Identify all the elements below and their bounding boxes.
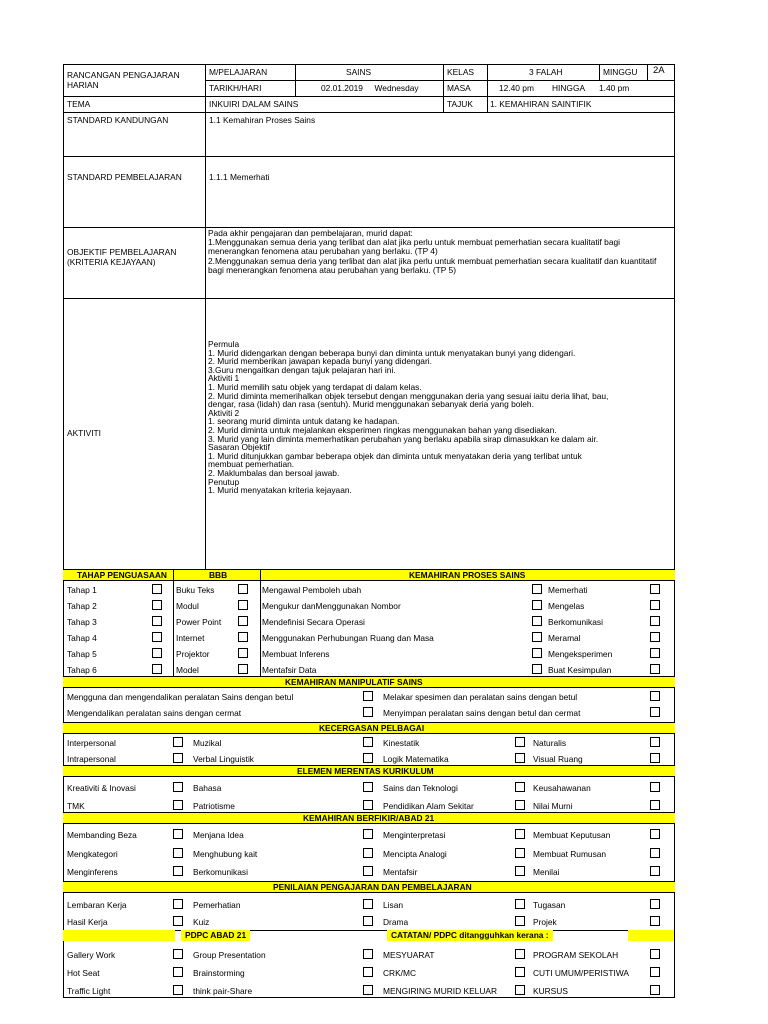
pdpc-c3-1-checkbox[interactable] [515,949,525,959]
kbat-c3-1-checkbox[interactable] [515,829,525,839]
emk-c4-2-checkbox[interactable] [650,800,660,810]
tahap-5-checkbox[interactable] [152,648,162,658]
bbb-5-checkbox[interactable] [238,648,248,658]
bbb-6: Model [176,665,199,675]
penilaian-c4-2: Projek [533,917,557,927]
bbb-6-checkbox[interactable] [238,664,248,674]
kps-right-6-checkbox[interactable] [650,664,660,674]
tahap-header: TAHAP PENGUASAAN [77,570,167,580]
emk-c4-1-checkbox[interactable] [650,782,660,792]
kps-left-5-checkbox[interactable] [532,648,542,658]
kps-right-4-checkbox[interactable] [650,632,660,642]
penilaian-c3-1-checkbox[interactable] [515,899,525,909]
tahap-2-checkbox[interactable] [152,600,162,610]
emk-c1-1-checkbox[interactable] [173,782,183,792]
kbat-c1-3-checkbox[interactable] [173,866,183,876]
pdpc-c1-1-checkbox[interactable] [173,949,183,959]
kecergasan-c1-1: Interpersonal [67,738,116,748]
tahap-4-checkbox[interactable] [152,632,162,642]
penilaian-header: PENILAIAN PENGAJARAN DAN PEMBELAJARAN [273,882,472,892]
kbat-c4-2-checkbox[interactable] [650,848,660,858]
kecergasan-c4-2: Visual Ruang [533,754,583,764]
emk-header-bar [63,765,675,777]
kecergasan-c3-1-checkbox[interactable] [515,737,525,747]
pdpc-c4-3: KURSUS [533,986,568,996]
kps-right-3-checkbox[interactable] [650,616,660,626]
class-value: 3 FALAH [529,67,563,77]
kbat-c2-2-checkbox[interactable] [363,848,373,858]
kps-right-3: Berkomunikasi [548,617,603,627]
content-standard-label: STANDARD KANDUNGAN [67,115,169,125]
border-top [63,64,675,65]
bbb-header: BBB [209,570,228,580]
tahap-4: Tahap 4 [67,633,97,643]
kps-right-6: Buat Kesimpulan [548,665,612,675]
penilaian-c2-2-checkbox[interactable] [363,916,373,926]
topic-value: 1. KEMAHIRAN SAINTIFIK [490,99,592,109]
emk-c3-2-checkbox[interactable] [515,800,525,810]
manipulatif-header: KEMAHIRAN MANIPULATIF SAINS [285,677,423,687]
kps-left-3: Mendefinisi Secara Operasi [262,617,365,627]
learning-standard-value: 1.1.1 Memerhati [209,172,270,182]
kps-left-5: Membuat Inferens [262,649,330,659]
bbb-5: Projektor [176,649,210,659]
border-bottom [63,997,675,998]
emk-c3-1-checkbox[interactable] [515,782,525,792]
kbat-c2-1: Menjana Idea [193,830,244,840]
manipulatif-right-1-checkbox[interactable] [650,691,660,701]
activity-text: Permula 1. Murid didengarkan dengan beberapa bunyi dan diminta untuk menyatakan bunyi yang didengari. 2. Murid memberikan jawapan kepada bunyi yang didengari. 3.Guru mengaitkan dengan tajuk pelajaran hari ini. Aktiviti 1 1. Murid memilih satu objek yang terdapat di dalam kelas. 2. Murid diminta memerihalkan objek tersebut dengan menggunakan deria yang sesuai iaitu deria lihat, bau, dengar, rasa (lidah) dan rasa (sentuh). Murid menggunakan sebanyak deria yang boleh. Aktiviti 2 1. seorang murid diminta untuk datang ke hadapan. 2. Murid diminta untuk mejalankan eksperimen ringkas menggunakan bahan yang disediakan. 3. Murid yang lain diminta memerhatikan perubahan yang berlaku apabila sirap dimasukkan ke dalam air. Sasaran Objektif 1. Murid ditunjukkan gambar beberapa objek dan diminta untuk menyatakan deria yang terlibat untuk membuat pemerhatian. 2. Maklumbalas dan bersoal jawab. Penutup 1. Murid menyatakan kriteria kejayaan. [208,339,609,496]
kbat-c3-3: Mentafsir [383,867,418,877]
kbat-c2-1-checkbox[interactable] [363,829,373,839]
emk-c2-2: Patriotisme [193,801,235,811]
tahap-6: Tahap 6 [67,665,97,675]
week-label: MINGGU [603,67,638,77]
lesson-plan-form [63,64,675,998]
penilaian-c1-2: Hasil Kerja [67,917,108,927]
kps-left-6: Mentafsir Data [262,665,317,675]
emk-c1-2-checkbox[interactable] [173,800,183,810]
kbat-c4-2: Membuat Rumusan [533,849,607,859]
emk-c1-2: TMK [67,801,85,811]
pdpc-c2-2: Brainstorming [193,968,245,978]
time-label: MASA [447,83,471,93]
emk-c2-2-checkbox[interactable] [363,800,373,810]
pdpc-c4-2-checkbox[interactable] [650,967,660,977]
tahap-3-checkbox[interactable] [152,616,162,626]
kecergasan-c3-1: Kinestatik [383,738,420,748]
kps-left-1: Mengawal Pemboleh ubah [262,585,362,595]
learning-standard-label: STANDARD PEMBELAJARAN [67,172,182,182]
kbat-c4-1: Membuat Keputusan [533,830,611,840]
kps-left-1-checkbox[interactable] [532,584,542,594]
emk-c1-1: Kreativiti & Inovasi [67,783,136,793]
pdpc-c3-3: MENGIRING MURID KELUAR [383,986,498,996]
penilaian-c4-2-checkbox[interactable] [650,916,660,926]
bbb-2: Modul [176,601,199,611]
activity-label: AKTIVITI [67,428,101,438]
tahap-3: Tahap 3 [67,617,97,627]
kps-left-4-checkbox[interactable] [532,632,542,642]
kps-left-6-checkbox[interactable] [532,664,542,674]
pdpc-c1-3-checkbox[interactable] [173,985,183,995]
content-standard-value: 1.1 Kemahiran Proses Sains [209,115,316,125]
pdpc-c1-1: Gallery Work [67,950,116,960]
bbb-4: Internet [176,633,205,643]
subject-label: M/PELAJARAN [209,67,268,77]
kbat-c2-3-checkbox[interactable] [363,866,373,876]
manipulatif-left-1-checkbox[interactable] [363,691,373,701]
kbat-c1-1: Membanding Beza [67,830,137,840]
tahap-1: Tahap 1 [67,585,97,595]
manipulatif-right-2-checkbox[interactable] [650,707,660,717]
date-value: 02.01.2019 Wednesday [321,83,419,93]
kps-left-4: Menggunakan Perhubungan Ruang dan Masa [262,633,434,643]
penilaian-c2-1: Pemerhatian [193,900,241,910]
pdpc-c2-1: Group Presentation [193,950,266,960]
kecergasan-c2-1-checkbox[interactable] [363,737,373,747]
kecergasan-c3-2: Logik Matematika [383,754,449,764]
manipulatif-header-bar [63,676,675,688]
kbat-c3-2-checkbox[interactable] [515,848,525,858]
emk-c2-1: Bahasa [193,783,222,793]
kbat-c4-1-checkbox[interactable] [650,829,660,839]
pdpc-c4-1-checkbox[interactable] [650,949,660,959]
penilaian-header-bar [63,881,675,893]
pdpc-c1-2: Hot Seat [67,968,100,978]
catatan-header: CATATAN/ PDPC ditangguhkan kerana : [387,930,553,941]
kps-right-4: Meramal [548,633,581,643]
kecergasan-c4-2-checkbox[interactable] [650,753,660,763]
penilaian-c3-1: Lisan [383,900,404,910]
kps-left-2-checkbox[interactable] [532,600,542,610]
kecergasan-c2-2: Verbal Linguistik [193,754,254,764]
border-right [674,64,675,998]
week-value: 2A [653,65,665,76]
kbat-header: KEMAHIRAN BERFIKIR/ABAD 21 [303,813,435,823]
kecergasan-c4-1-checkbox[interactable] [650,737,660,747]
kbat-c2-3: Berkomunikasi [193,867,248,877]
kbat-c3-2: Mencipta Analogi [383,849,447,859]
kecergasan-header: KECERGASAN PELBAGAI [319,723,425,733]
penilaian-c4-1: Tugasan [533,900,566,910]
kbat-c1-1-checkbox[interactable] [173,829,183,839]
manipulatif-left-2: Mengendalikan peralatan sains dengan cermat [67,708,242,718]
objective-label: OBJEKTIF PEMBELAJARAN (KRITERIA KEJAYAAN) [67,247,177,267]
pdpc-c4-1: PROGRAM SEKOLAH [533,950,619,960]
bbb-3: Power Point [176,617,222,627]
kecergasan-c2-2-checkbox[interactable] [363,753,373,763]
class-label: KELAS [447,67,475,77]
kbat-header-bar [63,812,675,824]
kbat-c1-3: Menginferens [67,867,118,877]
emk-header: ELEMEN MERENTAS KURIKULUM [297,766,434,776]
kps-left-3-checkbox[interactable] [532,616,542,626]
kecergasan-c1-2-checkbox[interactable] [173,753,183,763]
penilaian-c3-2-checkbox[interactable] [515,916,525,926]
pdpc-c3-2-checkbox[interactable] [515,967,525,977]
kbat-c2-2: Menghubung kait [193,849,258,859]
tahap-5: Tahap 5 [67,649,97,659]
topic-label: TAJUK [447,99,473,109]
tahap-2: Tahap 2 [67,601,97,611]
pdpc-c4-3-checkbox[interactable] [650,985,660,995]
pdpc-c2-1-checkbox[interactable] [363,949,373,959]
kbat-c3-1: Menginterpretasi [383,830,446,840]
pdpc-c2-3-checkbox[interactable] [363,985,373,995]
bbb-2-checkbox[interactable] [238,600,248,610]
kecergasan-c4-1: Naturalis [533,738,567,748]
border-left [63,64,64,998]
penilaian-c2-2: Kuiz [193,917,210,927]
kbat-c1-2: Mengkategori [67,849,118,859]
penilaian-c4-1-checkbox[interactable] [650,899,660,909]
bbb-1-checkbox[interactable] [238,584,248,594]
pdpc-c3-1: MESYUARAT [383,950,435,960]
skills-header-bar [63,569,675,581]
theme-value: INKUIRI DALAM SAINS [209,99,299,109]
penilaian-c1-2-checkbox[interactable] [173,916,183,926]
pdpc-c3-2: CRK/MC [383,968,417,978]
kps-right-1-checkbox[interactable] [650,584,660,594]
manipulatif-right-1: Melakar spesimen dan peralatan sains dengan betul [383,692,578,702]
kps-right-5-checkbox[interactable] [650,648,660,658]
kbat-c3-3-checkbox[interactable] [515,866,525,876]
penilaian-c1-1: Lembaran Kerja [67,900,127,910]
emk-c4-1: Keusahawanan [533,783,591,793]
pdpc-c2-3: think pair-Share [193,986,253,996]
kecergasan-header-bar [63,722,675,734]
time-separator: HINGGA [552,83,586,93]
kbat-c1-2-checkbox[interactable] [173,848,183,858]
subject-value: SAINS [346,67,372,77]
manipulatif-right-2: Menyimpan peralatan sains dengan betul dan cermat [383,708,581,718]
manipulatif-left-1: Mengguna dan mengendalikan peralatan Sains dengan betul [67,692,294,702]
kps-left-2: Mengukur danMenggunakan Nombor [262,601,401,611]
manipulatif-left-2-checkbox[interactable] [363,707,373,717]
pdpc-c2-2-checkbox[interactable] [363,967,373,977]
emk-c4-2: Nilai Murni [533,801,573,811]
emk-c3-2: Pendidikan Alam Sekitar [383,801,474,811]
tahap-1-checkbox[interactable] [152,584,162,594]
kps-right-1: Memerhati [548,585,588,595]
theme-label: TEMA [67,99,91,109]
kps-right-2-checkbox[interactable] [650,600,660,610]
kecergasan-c1-2: Intrapersonal [67,754,116,764]
tahap-6-checkbox[interactable] [152,664,162,674]
kecergasan-c2-1: Muzikal [193,738,222,748]
kecergasan-c3-2-checkbox[interactable] [515,753,525,763]
kps-right-2: Mengelas [548,601,585,611]
date-label: TARIKH/HARI [209,83,262,93]
pdpc-c4-2: CUTI UMUM/PERISTIWA [533,968,629,978]
pdpc-c3-3-checkbox[interactable] [515,985,525,995]
pdpc-c1-2-checkbox[interactable] [173,967,183,977]
pdpc-c1-3: Traffic Light [67,986,111,996]
time-start: 12.40 pm [499,83,534,93]
form-title: RANCANGAN PENGAJARAN HARIAN [67,70,180,90]
pdpc-header: PDPC ABAD 21 [181,930,250,941]
bbb-4-checkbox[interactable] [238,632,248,642]
emk-c2-1-checkbox[interactable] [363,782,373,792]
bbb-1: Buku Teks [176,585,215,595]
penilaian-c1-1-checkbox[interactable] [173,899,183,909]
kps-right-5: Mengeksperimen [548,649,613,659]
bbb-3-checkbox[interactable] [238,616,248,626]
kbat-c4-3-checkbox[interactable] [650,866,660,876]
time-end: 1.40 pm [599,83,630,93]
kbat-c4-3: Menilai [533,867,560,877]
objective-text: Pada akhir pengajaran dan pembelajaran, murid dapat: 1.Menggunakan semua deria yang terlibat dan alat jika perlu untuk membuat pemerhatian secara kualitatif bagi menerangkan fenomena atau perubahan yang berlaku. (TP 4) 2.Menggunakan semua deria yang terlibat dan alat jika perlu untuk membuat pemerhatian secara kualitatif dan kuantitatif bagi menerangkan fenomena atau perubahan yang berlaku. (TP 5) [208,228,657,275]
penilaian-c2-1-checkbox[interactable] [363,899,373,909]
emk-c3-1: Sains dan Teknologi [383,783,458,793]
penilaian-c3-2: Drama [383,917,409,927]
kps-header: KEMAHIRAN PROSES SAINS [409,570,526,580]
kecergasan-c1-1-checkbox[interactable] [173,737,183,747]
